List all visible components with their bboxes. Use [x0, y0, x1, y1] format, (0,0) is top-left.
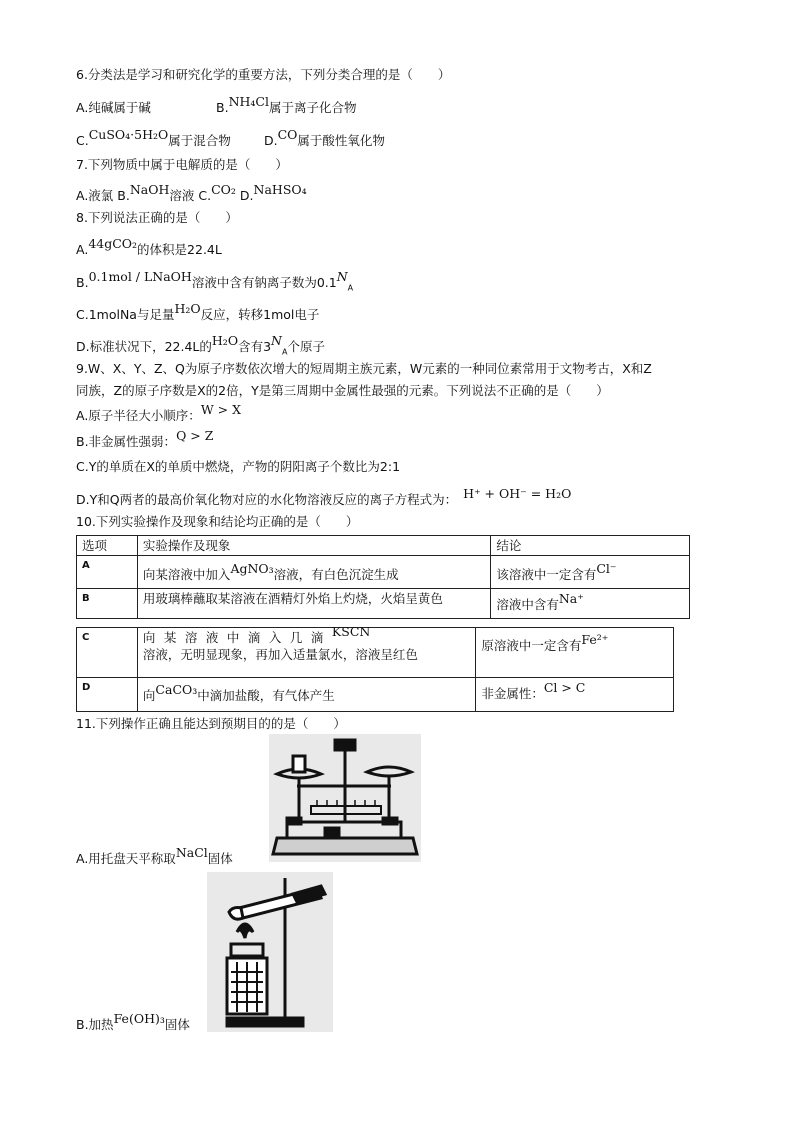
row-conclusion: 原溶液中一定含有Fe²⁺ — [476, 628, 674, 678]
table-row — [77, 556, 690, 589]
row-conclusion: 非金属性：Cl > C — [476, 678, 674, 712]
q9-stem-line2: 同族，Z的原子序数是X的2倍，Y是第三周期中金属性最强的元素。下列说法不正确的是（ ） — [76, 383, 609, 398]
row-option: B — [77, 589, 138, 619]
row-operation: 向某溶液中加入AgNO₃溶液，有白色沉淀生成 — [137, 556, 490, 589]
q8-option-a: A.44gCO₂的体积是22.4L — [76, 236, 222, 257]
q6-stem: 6.分类法是学习和研究化学的重要方法，下列分类合理的是（ ） — [76, 67, 451, 82]
balance-figure — [269, 734, 421, 862]
header-option: 选项 — [77, 536, 138, 556]
q8-option-d: D.标准状况下，22.4L的H₂O含有$3N_A$个原子 — [76, 333, 325, 357]
balance-image — [269, 734, 421, 862]
row-operation: 用玻璃棒蘸取某溶液在酒精灯外焰上灼烧，火焰呈黄色 — [137, 589, 490, 619]
q11-option-b: B.加热Fe(OH)₃固体 — [76, 1011, 190, 1032]
row-option: C — [77, 628, 138, 678]
row-operation: 向某溶液中滴入几滴KSCN 溶液，无明显现象，再加入适量氯水，溶液呈红色 — [137, 628, 475, 678]
q10-table-bottom — [76, 624, 674, 712]
q9-option-c: C.Y的单质在X的单质中燃烧，产物的阴阳离子个数比为2:1 — [76, 459, 401, 474]
table-row — [77, 589, 690, 619]
row-operation: 向CaCO₃中滴加盐酸，有气体产生 — [137, 678, 475, 712]
heating-image — [207, 872, 333, 1032]
table-header-row — [77, 536, 690, 556]
q10-table-top — [76, 535, 690, 619]
q6-option-d: D.CO属于酸性氧化物 — [264, 127, 385, 148]
q9-option-d: D.Y和Q两者的最高价氧化物对应的水化物溶液反应的离子方程式为： H⁺ + OH⁻ = H₂O — [76, 486, 572, 507]
q8-stem: 8.下列说法正确的是（ ） — [76, 210, 238, 225]
q8-option-c: C.1molNa与足量H₂O反应，转移1mol电子 — [76, 301, 320, 322]
header-operation: 实验操作及现象 — [137, 536, 490, 556]
row-conclusion: 溶液中含有Na⁺ — [491, 589, 690, 619]
row-conclusion: 该溶液中一定含有Cl⁻ — [491, 556, 690, 589]
q7-options: A.液氯 B.NaOH溶液 C.CO₂ D.NaHSO₄ — [76, 182, 307, 203]
q9-option-b: B.非金属性强弱：Q > Z — [76, 428, 214, 449]
row-option: A — [77, 556, 138, 589]
q6-option-b: B.NH₄Cl属于离子化合物 — [216, 94, 357, 115]
q9-stem-line1: 9.W、X、Y、Z、Q为原子序数依次增大的短周期主族元素，W元素的一种同位素常用于文物考古，X和Z — [76, 361, 652, 376]
row-option: D — [77, 678, 138, 712]
q10-stem: 10.下列实验操作及现象和结论均正确的是（ ） — [76, 514, 359, 529]
header-conclusion: 结论 — [491, 536, 690, 556]
table-row — [77, 678, 674, 712]
q8-option-b: B.0.1mol / LNaOH溶液中含有钠离子数为$0.1N_A$ — [76, 269, 354, 293]
table-row — [77, 628, 674, 678]
q6-option-c: C.CuSO₄·5H₂O属于混合物 — [76, 127, 231, 148]
q9-option-a: A.原子半径大小顺序：W > X — [76, 402, 241, 423]
q7-stem: 7.下列物质中属于电解质的是（ ） — [76, 157, 288, 172]
q11-stem: 11.下列操作正确且能达到预期目的的是（ ） — [76, 716, 346, 731]
heating-figure — [207, 872, 333, 1032]
q6-option-a: A.纯碱属于碱 — [76, 100, 151, 115]
q11-option-a: A.用托盘天平称取NaCl固体 — [76, 845, 233, 866]
